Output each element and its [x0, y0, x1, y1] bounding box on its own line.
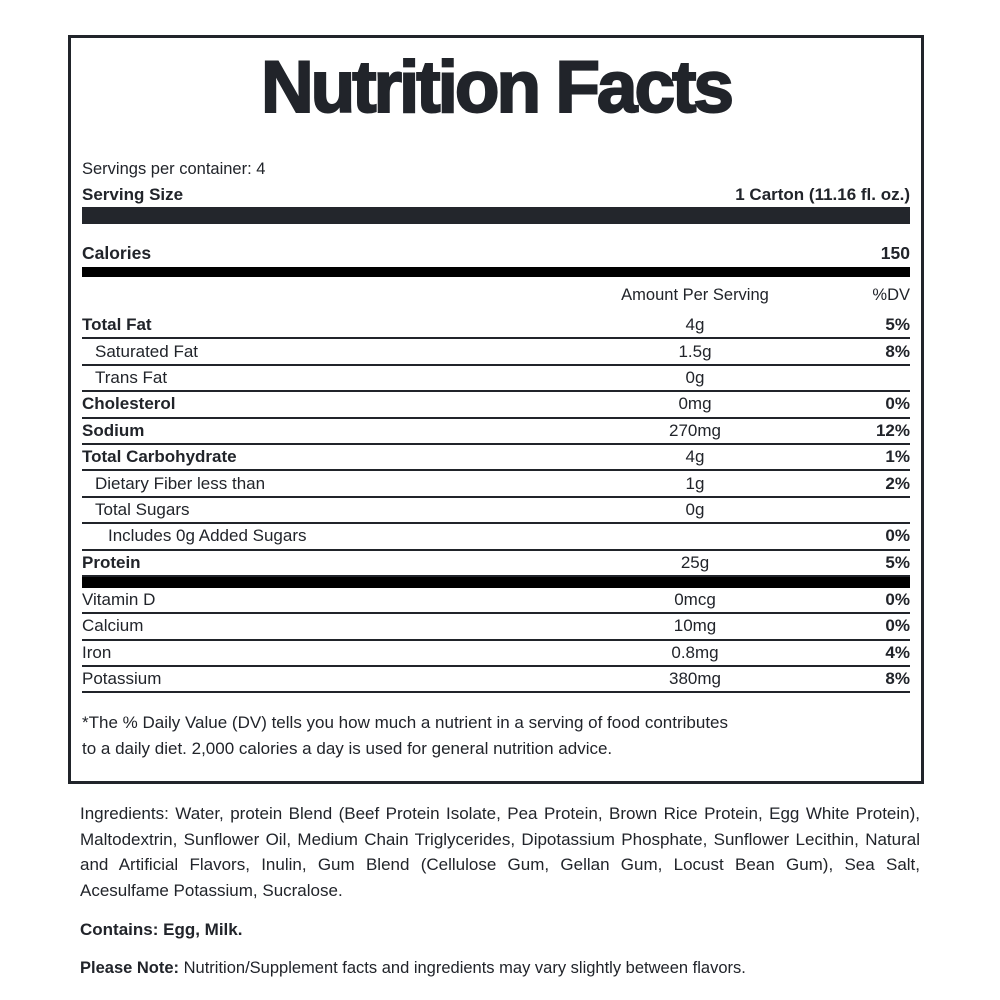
nutrient-row: [82, 498, 910, 524]
nutrient-row: [82, 366, 910, 392]
nutrient-dv: 0%: [885, 616, 910, 636]
nutrient-amount: 0g: [685, 367, 705, 387]
nutrient-amount: 0mcg: [674, 590, 716, 610]
nutrient-dv: 0%: [885, 394, 910, 414]
amount-per-serving-header: Amount Per Serving: [621, 285, 769, 304]
nutrient-name: Sodium: [82, 420, 145, 440]
nutrient-row: [82, 614, 910, 640]
dv-header: %DV: [872, 285, 910, 304]
nutrient-name: Total Fat: [82, 315, 152, 335]
protein-divider-bar: [82, 577, 910, 588]
calories-label: Calories: [82, 242, 152, 263]
nutrient-amount: 1.5g: [678, 341, 712, 361]
macronutrient-table: [82, 313, 910, 577]
nutrient-name: Iron: [82, 642, 112, 662]
nutrient-dv: 12%: [875, 420, 910, 440]
nutrient-amount: 4g: [685, 315, 705, 335]
nutrient-name: Calcium: [82, 616, 144, 636]
nutrient-dv: 5%: [885, 552, 910, 572]
please-note-body: Nutrition/Supplement facts and ingredients may vary slightly between flavors.: [179, 959, 746, 978]
nutrient-row: [82, 419, 910, 445]
nutrient-row: [82, 313, 910, 339]
nutrient-name: Potassium: [82, 669, 162, 689]
nutrient-name: Includes 0g Added Sugars: [108, 526, 307, 546]
nutrient-row: [82, 588, 910, 614]
nutrient-name: Dietary Fiber less than: [95, 473, 266, 493]
nutrient-name: Protein: [82, 552, 141, 572]
nutrient-row: [82, 392, 910, 418]
nutrient-amount: 4g: [685, 447, 705, 467]
servings-per-container: Servings per container: 4: [82, 160, 266, 178]
nutrient-row: [82, 667, 910, 693]
nutrient-name: Cholesterol: [82, 394, 176, 414]
ingredients-text: Ingredients: Water, protein Blend (Beef Protein Isolate, Pea Protein, Brown Rice Protein, Egg White Protein), Maltodextrin, Sunflower Oil, Medium Chain Triglycerides, Dipotassium Phosphate, Sunflower Lecithin, Natural and Artificial Flavors, Inulin, Gum Blend (Cellulose Gum, Gellan Gum, Locust Bean Gum), Sea Salt, Acesulfame Potassium, Sucralose.: [80, 804, 920, 900]
nutrient-name: Total Carbohydrate: [82, 447, 237, 467]
serving-size-divider-bar: [82, 207, 910, 224]
nutrient-amount: 10mg: [673, 616, 717, 636]
nutrient-row: [82, 339, 910, 365]
nutrient-dv: 1%: [885, 447, 910, 467]
nutrient-row: [82, 551, 910, 577]
nutrient-row: [82, 524, 910, 550]
nutrient-amount: 0g: [685, 499, 705, 519]
nutrition-facts-title: Nutrition Facts: [260, 47, 732, 128]
nutrient-row: [82, 471, 910, 497]
nutrient-amount: 1g: [685, 473, 705, 493]
nutrient-row: [82, 445, 910, 471]
allergen-contains-text: Contains: Egg, Milk.: [80, 920, 243, 940]
nutrient-amount: 270mg: [669, 420, 721, 440]
serving-size-value: 1 Carton (11.16 fl. oz.): [735, 185, 910, 204]
nutrient-dv: 8%: [885, 669, 910, 689]
serving-size-label: Serving Size: [82, 185, 184, 204]
nutrient-amount: 0mg: [678, 394, 712, 414]
nutrient-name: Trans Fat: [95, 367, 168, 387]
nutrient-dv: 2%: [885, 473, 910, 493]
nutrient-dv: 5%: [885, 315, 910, 335]
please-note-label: Please Note:: [80, 959, 180, 978]
nutrient-dv: 4%: [885, 642, 910, 662]
please-note-text: [80, 956, 920, 981]
micronutrient-table: [82, 588, 910, 694]
nutrient-name: Total Sugars: [95, 499, 190, 519]
nutrient-dv: 8%: [885, 341, 910, 361]
nutrient-amount: 25g: [680, 552, 710, 572]
nutrient-row: [82, 641, 910, 667]
nutrient-amount: 380mg: [669, 669, 721, 689]
nutrient-amount: 0.8mg: [671, 642, 719, 662]
serving-size-row: [82, 186, 910, 204]
column-header-row: [82, 277, 910, 313]
nutrient-dv: 0%: [885, 590, 910, 610]
calories-value: 150: [880, 242, 910, 263]
nutrient-dv: 0%: [885, 526, 910, 546]
calories-divider-bar: [82, 267, 910, 277]
nutrient-name: Vitamin D: [82, 590, 156, 610]
nutrition-facts-panel: [68, 35, 924, 784]
calories-row: [82, 244, 910, 262]
nutrient-name: Saturated Fat: [95, 341, 199, 361]
supplement-info-section: [80, 801, 920, 981]
daily-value-footnote: *The % Daily Value (DV) tells you how much a nutrient in a serving of food contributes to a daily diet. 2,000 calories a day is used for general nutrition advice.: [82, 713, 728, 759]
